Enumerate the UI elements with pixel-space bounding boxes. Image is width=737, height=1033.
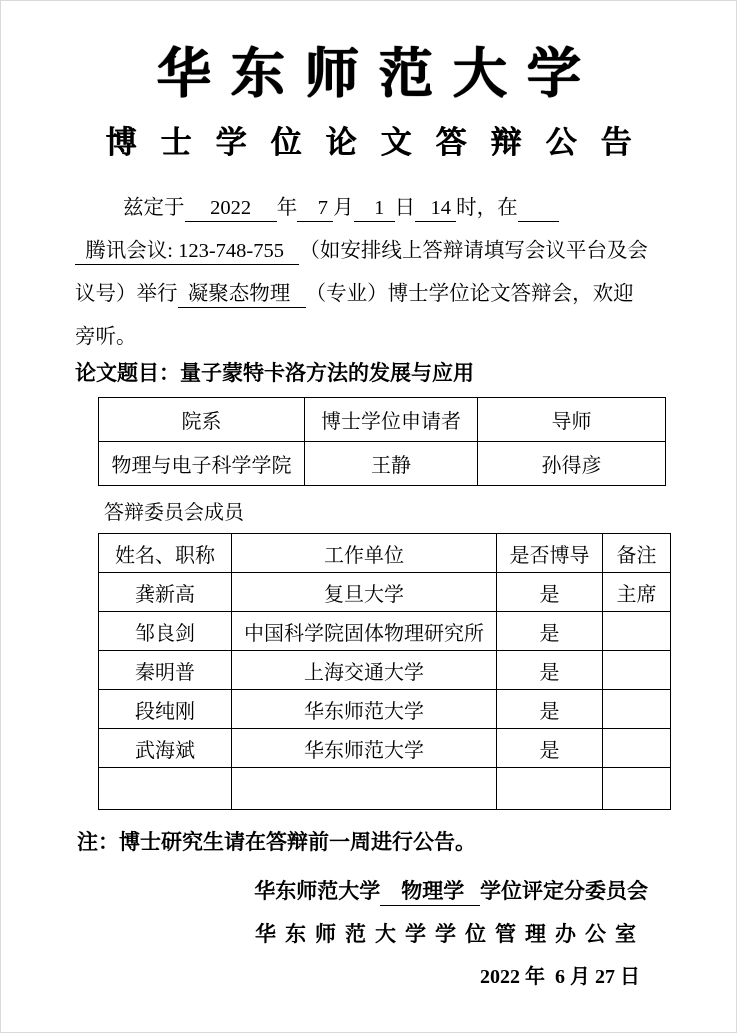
header-cell-doctoral-supervisor: 是否博导	[497, 534, 603, 573]
cell-member-supervisor: 是	[497, 729, 603, 768]
notice-text: 年	[276, 197, 298, 219]
cell-member-remark	[603, 690, 671, 729]
cell-member-workplace: 华东师范大学	[232, 729, 497, 768]
notice-text: 时，在	[456, 197, 518, 219]
committee-section-label: 答辩委员会成员	[104, 502, 244, 524]
cell-member-remark: 主席	[603, 573, 671, 612]
table-row	[99, 573, 671, 612]
notice-paragraph	[75, 187, 648, 359]
notice-line-2	[75, 230, 648, 273]
table-header-row	[99, 398, 666, 442]
cell-member-workplace: 上海交通大学	[232, 651, 497, 690]
cell-member-supervisor	[497, 768, 603, 810]
cell-member-supervisor: 是	[497, 612, 603, 651]
cell-member-remark	[603, 768, 671, 810]
major-field: 凝聚态物理	[178, 283, 306, 308]
thesis-title-line	[75, 357, 648, 389]
notice-text: （如安排线上答辩请填写会议平台及会	[299, 240, 648, 262]
cell-advisor: 孙得彦	[478, 442, 666, 486]
table-row	[99, 442, 666, 486]
cell-member-remark	[603, 612, 671, 651]
university-title: 华东师范大学	[156, 44, 601, 104]
cell-department: 物理与电子科学学院	[99, 442, 305, 486]
degree-office-line: 华东师范大学学位管理办公室	[255, 922, 645, 946]
month-field: 7	[297, 197, 333, 222]
cell-member-remark	[603, 651, 671, 690]
notice-line-4	[75, 316, 648, 359]
cell-applicant: 王静	[305, 442, 478, 486]
header-cell-remarks: 备注	[603, 534, 671, 573]
notice-line-1	[75, 187, 648, 230]
degree-subcommittee-line	[75, 870, 648, 913]
cell-member-supervisor: 是	[497, 651, 603, 690]
cell-member-name	[99, 768, 232, 810]
day-field: 1	[354, 197, 395, 222]
header-cell-workplace: 工作单位	[232, 534, 497, 573]
year-field: 2022	[185, 197, 277, 222]
cell-member-name: 段纯刚	[99, 690, 232, 729]
cell-member-workplace: 复旦大学	[232, 573, 497, 612]
subcommittee-field: 物理学	[380, 879, 480, 906]
table-row	[99, 651, 671, 690]
table-row	[99, 690, 671, 729]
table-row-empty	[99, 768, 671, 810]
header-cell-applicant: 博士学位申请者	[305, 398, 478, 442]
cell-member-workplace	[232, 768, 497, 810]
document-body	[1, 187, 736, 999]
notice-text: （专业）博士学位论文答辩会，欢迎	[305, 283, 634, 305]
footer-text: 学位评定分委员会	[480, 879, 648, 903]
cell-member-name: 秦明普	[99, 651, 232, 690]
header-cell-advisor: 导师	[478, 398, 666, 442]
cell-member-remark	[603, 729, 671, 768]
table-header-row	[99, 534, 671, 573]
table-row	[99, 729, 671, 768]
table-row	[99, 612, 671, 651]
applicant-table	[98, 397, 666, 486]
header-cell-department: 院系	[99, 398, 305, 442]
announcement-note: 注：博士研究生请在答辩前一周进行公告。	[77, 830, 476, 854]
thesis-title-label: 论文题目：	[75, 361, 180, 385]
committee-table	[98, 533, 671, 810]
notice-text: 月	[333, 197, 354, 219]
cell-member-workplace: 中国科学院固体物理研究所	[232, 612, 497, 651]
announcement-date: 2022 年 6 月 27 日	[480, 966, 640, 988]
notice-text: 兹定于	[123, 197, 185, 219]
announcement-title: 博士学位论文答辩公告	[105, 125, 656, 160]
notice-line-3	[75, 273, 648, 316]
thesis-title-value: 量子蒙特卡洛方法的发展与应用	[180, 361, 474, 385]
cell-member-supervisor: 是	[497, 573, 603, 612]
notice-text: 议号）举行	[75, 283, 178, 305]
notice-text: 日	[394, 197, 416, 219]
cell-member-name: 邹良剑	[99, 612, 232, 651]
cell-member-workplace: 华东师范大学	[232, 690, 497, 729]
cell-member-supervisor: 是	[497, 690, 603, 729]
signature-block	[75, 870, 648, 999]
cell-member-name: 龚新高	[99, 573, 232, 612]
hour-field: 14	[415, 197, 456, 222]
meeting-platform-field: 腾讯会议: 123-748-755	[75, 240, 299, 265]
header-cell-name-title: 姓名、职称	[99, 534, 232, 573]
footer-text: 华东师范大学	[254, 879, 381, 903]
cell-member-name: 武海斌	[99, 729, 232, 768]
notice-text: 旁听。	[75, 326, 137, 348]
location-field-start	[518, 197, 559, 222]
